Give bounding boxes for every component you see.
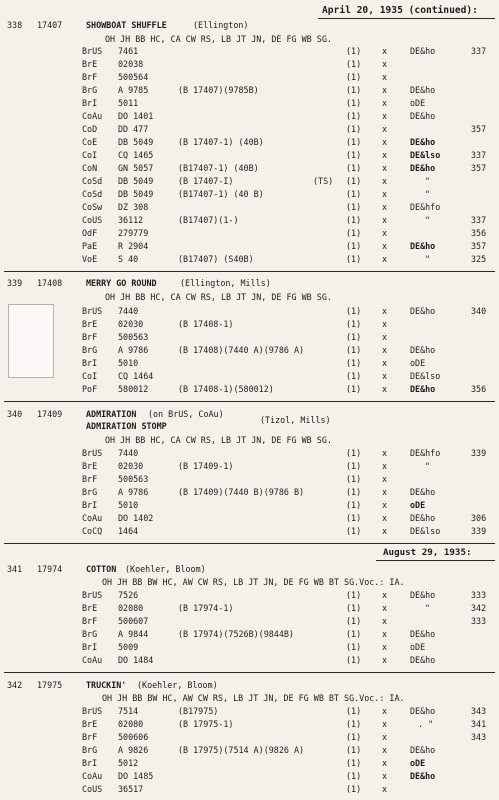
issue-notes: " xyxy=(425,461,431,471)
issue-mark: x xyxy=(382,384,388,394)
issue-sides: (1) xyxy=(346,163,362,173)
issue-notes: " xyxy=(425,189,431,199)
issue-sides: (1) xyxy=(346,358,362,368)
issue-catalog: 500564 xyxy=(118,72,149,82)
session-339-title: MERRY GO ROUND xyxy=(86,278,157,288)
issue-mark: x xyxy=(382,655,388,665)
issue-mark: x xyxy=(382,371,388,381)
issue-ref: 337 xyxy=(471,215,487,225)
issue-mark: x xyxy=(382,241,388,251)
issue-mark: x xyxy=(382,332,388,342)
issue-sides: (1) xyxy=(346,487,362,497)
issue-sides: (1) xyxy=(346,706,362,716)
session-342-title: TRUCKIN' xyxy=(86,680,127,690)
issue-mark: x xyxy=(382,124,388,134)
issue-mark: x xyxy=(382,150,388,160)
issue-label: VoE xyxy=(82,254,98,264)
issue-catalog: 02030 xyxy=(118,461,144,471)
issue-label: CoAu xyxy=(82,513,103,523)
issue-catalog: GN 5057 xyxy=(118,163,154,173)
issue-label: BrG xyxy=(82,629,98,639)
issue-sides: (1) xyxy=(346,228,362,238)
issue-ref: 357 xyxy=(471,163,487,173)
issue-sides: (1) xyxy=(346,254,362,264)
issue-detail: (B 17409-1) xyxy=(178,461,234,471)
issue-ref: 333 xyxy=(471,590,487,600)
issue-catalog: 1464 xyxy=(118,526,139,536)
issue-ref: 339 xyxy=(471,526,487,536)
issue-catalog: 580012 xyxy=(118,384,149,394)
session-340-title-note: (on BrUS, CoAu) xyxy=(148,409,224,419)
issue-catalog: 02080 xyxy=(118,719,144,729)
issue-label: BrG xyxy=(82,85,98,95)
issue-sides: (1) xyxy=(346,215,362,225)
issue-mark: x xyxy=(382,228,388,238)
session-342-matrix: 17975 xyxy=(37,680,63,690)
issue-label: BrE xyxy=(82,603,98,613)
issue-mark: x xyxy=(382,163,388,173)
issue-notes: DE&ho xyxy=(410,163,436,173)
issue-catalog: DB 5049 xyxy=(118,137,154,147)
issue-label: BrI xyxy=(82,358,98,368)
issue-sides: (1) xyxy=(346,784,362,794)
issue-mark: x xyxy=(382,603,388,613)
issue-label: BrUS xyxy=(82,306,103,316)
issue-sides: (1) xyxy=(346,719,362,729)
issue-catalog: 7526 xyxy=(118,590,139,600)
issue-ref: 341 xyxy=(471,719,487,729)
issue-mark: x xyxy=(382,202,388,212)
issue-label: BrG xyxy=(82,487,98,497)
issue-detail: (B 17409)(7440 B)(9786 B) xyxy=(178,487,305,497)
issue-mark: x xyxy=(382,176,388,186)
issue-mark: x xyxy=(382,254,388,264)
issue-mark: x xyxy=(382,642,388,652)
issue-sides: (1) xyxy=(346,616,362,626)
issue-label: BrI xyxy=(82,758,98,768)
issue-catalog: R 2904 xyxy=(118,241,149,251)
session-341-matrix: 17974 xyxy=(37,564,63,574)
issue-sides: (1) xyxy=(346,474,362,484)
issue-label: CoCQ xyxy=(82,526,103,536)
issue-label: CoN xyxy=(82,163,98,173)
issue-detail: (B 17408)(7440 A)(9786 A) xyxy=(178,345,305,355)
issue-detail: (B 17407-1) (40B) xyxy=(178,137,264,147)
issue-detail: (B 17974-1) xyxy=(178,603,234,613)
issue-mark: x xyxy=(382,526,388,536)
issue-notes: DE&ho xyxy=(410,241,436,251)
issue-detail: (B 17407-I) xyxy=(178,176,234,186)
issue-catalog: DO 1485 xyxy=(118,771,154,781)
issue-label: BrF xyxy=(82,474,98,484)
issue-label: PoF xyxy=(82,384,98,394)
issue-ref: 356 xyxy=(471,228,487,238)
session-339-matrix: 17408 xyxy=(37,278,63,288)
issue-label: CoUS xyxy=(82,215,103,225)
issue-sides: (1) xyxy=(346,319,362,329)
issue-label: BrUS xyxy=(82,46,103,56)
issue-catalog: 5011 xyxy=(118,98,139,108)
issue-sides: (1) xyxy=(346,306,362,316)
issue-catalog: 500563 xyxy=(118,332,149,342)
issue-catalog: DZ 308 xyxy=(118,202,149,212)
issue-notes: . " xyxy=(418,719,434,729)
issue-label: OdF xyxy=(82,228,98,238)
issue-catalog: DB 5049 xyxy=(118,176,154,186)
issue-ref: 357 xyxy=(471,124,487,134)
issue-mark: x xyxy=(382,629,388,639)
issue-label: CoAu xyxy=(82,111,103,121)
issue-mark: x xyxy=(382,215,388,225)
issue-sides: (1) xyxy=(346,771,362,781)
issue-label: BrI xyxy=(82,98,98,108)
issue-mark: x xyxy=(382,771,388,781)
session-342-composer: (Koehler, Bloom) xyxy=(137,680,218,690)
issue-mark: x xyxy=(382,98,388,108)
issue-ref: 339 xyxy=(471,448,487,458)
issue-mark: x xyxy=(382,319,388,329)
issue-sides: (1) xyxy=(346,526,362,536)
issue-catalog: 7461 xyxy=(118,46,139,56)
issue-catalog: 5009 xyxy=(118,642,139,652)
issue-ref: 333 xyxy=(471,616,487,626)
issue-sides: (1) xyxy=(346,655,362,665)
issue-sides: (1) xyxy=(346,332,362,342)
issue-mark: x xyxy=(382,461,388,471)
issue-label: CoAu xyxy=(82,655,103,665)
issue-ref: 343 xyxy=(471,706,487,716)
issue-catalog: 7514 xyxy=(118,706,139,716)
issue-notes: DE&ho xyxy=(410,513,436,523)
session-338-matrix: 17407 xyxy=(37,20,63,30)
issue-catalog: DB 5049 xyxy=(118,189,154,199)
issue-notes: DE&ho xyxy=(410,706,436,716)
issue-detail: (B17407)(1-) xyxy=(178,215,239,225)
issue-sides: (1) xyxy=(346,603,362,613)
issue-notes: oDE xyxy=(410,642,426,652)
header-rule xyxy=(318,18,495,19)
session-339-composer: (Ellington, Mills) xyxy=(180,278,271,288)
session-342-number: 342 xyxy=(7,680,23,690)
session-341-codes: OH JH BB BW HC, AW CW RS, LB JT JN, DE FG WB BT SG.Voc.: IA. xyxy=(102,577,405,587)
issue-notes: DE&ho xyxy=(410,745,436,755)
issue-notes: DE&ho xyxy=(410,345,436,355)
blank-box xyxy=(8,304,54,378)
issue-catalog: 7440 xyxy=(118,448,139,458)
issue-catalog: 7440 xyxy=(118,306,139,316)
issue-notes: DE&hfo xyxy=(410,202,441,212)
issue-label: BrUS xyxy=(82,706,103,716)
session-340-alt-title: ADMIRATION STOMP xyxy=(86,421,167,431)
issue-notes: oDE xyxy=(410,758,426,768)
issue-notes: " xyxy=(425,603,431,613)
issue-ref: 325 xyxy=(471,254,487,264)
issue-catalog: A 9826 xyxy=(118,745,149,755)
issue-detail: (B 17975)(7514 A)(9826 A) xyxy=(178,745,305,755)
issue-sides: (1) xyxy=(346,371,362,381)
section-rule xyxy=(4,672,495,673)
date-rule xyxy=(376,560,495,561)
issue-sides: (1) xyxy=(346,124,362,134)
issue-mark: x xyxy=(382,706,388,716)
issue-label: BrI xyxy=(82,500,98,510)
session-338-composer: (Ellington) xyxy=(193,20,249,30)
issue-sides: (1) xyxy=(346,732,362,742)
issue-notes: oDE xyxy=(410,358,426,368)
issue-catalog: A 9785 xyxy=(118,85,149,95)
issue-detail: (B17407-1) (40 B) xyxy=(178,189,264,199)
issue-sides: (1) xyxy=(346,137,362,147)
issue-notes: DE&lso xyxy=(410,371,441,381)
issue-notes: DE&ho xyxy=(410,629,436,639)
issue-label: BrF xyxy=(82,332,98,342)
issue-catalog: DO 1401 xyxy=(118,111,154,121)
issue-label: CoSd xyxy=(82,189,103,199)
issue-ref: 343 xyxy=(471,732,487,742)
issue-catalog: DO 1402 xyxy=(118,513,154,523)
issue-mark: x xyxy=(382,345,388,355)
session-341-number: 341 xyxy=(7,564,23,574)
issue-sides: (1) xyxy=(346,500,362,510)
issue-sides: (1) xyxy=(346,758,362,768)
issue-detail: (B17407) (S40B) xyxy=(178,254,254,264)
issue-mark: x xyxy=(382,111,388,121)
issue-label: BrE xyxy=(82,719,98,729)
issue-notes: DE&ho xyxy=(410,384,436,394)
issue-sides: (1) xyxy=(346,189,362,199)
issue-label: BrUS xyxy=(82,590,103,600)
issue-mark: x xyxy=(382,189,388,199)
issue-ref: 340 xyxy=(471,306,487,316)
issue-catalog: S 40 xyxy=(118,254,139,264)
issue-mark: x xyxy=(382,85,388,95)
issue-notes: DE&ho xyxy=(410,85,436,95)
issue-mark: x xyxy=(382,59,388,69)
issue-sides: (1) xyxy=(346,46,362,56)
section-rule xyxy=(4,401,495,402)
issue-notes: DE&hfo xyxy=(410,448,441,458)
issue-catalog: 5010 xyxy=(118,500,139,510)
session-340-composer: (Tizol, Mills) xyxy=(260,415,331,425)
issue-notes: oDE xyxy=(410,500,426,510)
issue-label: BrG xyxy=(82,345,98,355)
issue-label: CoD xyxy=(82,124,98,134)
issue-sides: (1) xyxy=(346,202,362,212)
issue-label: CoAu xyxy=(82,771,103,781)
issue-sides: (1) xyxy=(346,111,362,121)
issue-mark: x xyxy=(382,474,388,484)
issue-label: BrI xyxy=(82,642,98,652)
session-340-title: ADMIRATION xyxy=(86,409,137,419)
issue-notes: " xyxy=(425,215,431,225)
issue-mark: x xyxy=(382,719,388,729)
issue-notes: DE&lso xyxy=(410,150,441,160)
issue-label: CoSw xyxy=(82,202,103,212)
issue-sides: (1) xyxy=(346,345,362,355)
issue-catalog: CQ 1465 xyxy=(118,150,154,160)
issue-mark: x xyxy=(382,616,388,626)
issue-notes: DE&ho xyxy=(410,590,436,600)
issue-catalog: 279779 xyxy=(118,228,149,238)
issue-catalog: 500607 xyxy=(118,616,149,626)
issue-label: BrG xyxy=(82,745,98,755)
session-338-number: 338 xyxy=(7,20,23,30)
issue-label: CoE xyxy=(82,137,98,147)
issue-catalog: DO 1484 xyxy=(118,655,154,665)
issue-label: CoI xyxy=(82,150,98,160)
session-341-title: COTTON xyxy=(86,564,117,574)
issue-ref: 342 xyxy=(471,603,487,613)
issue-detail: (B17975) xyxy=(178,706,219,716)
issue-notes: DE&ho xyxy=(410,137,436,147)
issue-mark: x xyxy=(382,358,388,368)
session-341-composer: (Koehler, Bloom) xyxy=(125,564,206,574)
issue-catalog: 02038 xyxy=(118,59,144,69)
session-340-matrix: 17409 xyxy=(37,409,63,419)
issue-ref: 357 xyxy=(471,241,487,251)
issue-mark: x xyxy=(382,306,388,316)
issue-catalog: 500606 xyxy=(118,732,149,742)
issue-notes: " xyxy=(425,254,431,264)
issue-ref: 337 xyxy=(471,46,487,56)
issue-catalog: 36112 xyxy=(118,215,144,225)
issue-sides: (1) xyxy=(346,384,362,394)
issue-mark: x xyxy=(382,448,388,458)
issue-mark: x xyxy=(382,513,388,523)
issue-notes: DE&ho xyxy=(410,655,436,665)
issue-mark: x xyxy=(382,745,388,755)
issue-notes: " xyxy=(425,176,431,186)
session-338-title: SHOWBOAT SHUFFLE xyxy=(86,20,167,30)
issue-sides: (1) xyxy=(346,85,362,95)
issue-label: BrF xyxy=(82,732,98,742)
issue-mark: x xyxy=(382,758,388,768)
issue-notes: oDE xyxy=(410,98,426,108)
session-342-codes: OH JH BB BW HC, AW CW RS, LB JT JN, DE FG WB BT SG.Voc.: IA. xyxy=(102,693,405,703)
issue-sides: (1) xyxy=(346,513,362,523)
issue-sides: (1) xyxy=(346,461,362,471)
issue-sides: (1) xyxy=(346,629,362,639)
issue-mark: x xyxy=(382,590,388,600)
issue-mark: x xyxy=(382,500,388,510)
issue-catalog: CQ 1464 xyxy=(118,371,154,381)
issue-label: CoUS xyxy=(82,784,103,794)
issue-extra: (TS) xyxy=(313,176,334,186)
issue-detail: (B 17975-1) xyxy=(178,719,234,729)
session-338-codes: OH JH BB HC, CA CW RS, LB JT JN, DE FG WB SG. xyxy=(105,34,332,44)
issue-sides: (1) xyxy=(346,176,362,186)
issue-catalog: A 9786 xyxy=(118,345,149,355)
issue-catalog: 36517 xyxy=(118,784,144,794)
issue-label: BrF xyxy=(82,616,98,626)
session-340-number: 340 xyxy=(7,409,23,419)
session-339-codes: OH JH BB HC, CA CW RS, LB JT JN, DE FG WB SG. xyxy=(105,292,332,302)
issue-mark: x xyxy=(382,46,388,56)
issue-sides: (1) xyxy=(346,590,362,600)
issue-ref: 306 xyxy=(471,513,487,523)
header-date: April 20, 1935 (continued): xyxy=(322,5,478,16)
issue-detail: (B 17408-1) xyxy=(178,319,234,329)
issue-label: BrUS xyxy=(82,448,103,458)
section-rule xyxy=(4,543,495,544)
session-339-number: 339 xyxy=(7,278,23,288)
section-rule xyxy=(4,271,495,272)
issue-sides: (1) xyxy=(346,241,362,251)
issue-mark: x xyxy=(382,72,388,82)
issue-catalog: 5012 xyxy=(118,758,139,768)
issue-catalog: A 9844 xyxy=(118,629,149,639)
issue-catalog: 5010 xyxy=(118,358,139,368)
session-340-codes: OH JH BB HC, CA CW RS, LB JT JN, DE FG WB SG. xyxy=(105,435,332,445)
issue-label: BrE xyxy=(82,461,98,471)
issue-sides: (1) xyxy=(346,745,362,755)
issue-mark: x xyxy=(382,137,388,147)
issue-ref: 356 xyxy=(471,384,487,394)
issue-notes: DE&ho xyxy=(410,487,436,497)
issue-sides: (1) xyxy=(346,72,362,82)
issue-sides: (1) xyxy=(346,98,362,108)
issue-catalog: DD 477 xyxy=(118,124,149,134)
issue-detail: (B 17408-1)(580012) xyxy=(178,384,274,394)
issue-sides: (1) xyxy=(346,59,362,69)
issue-notes: DE&ho xyxy=(410,111,436,121)
issue-notes: DE&ho xyxy=(410,771,436,781)
issue-catalog: A 9786 xyxy=(118,487,149,497)
issue-catalog: 02080 xyxy=(118,603,144,613)
issue-sides: (1) xyxy=(346,642,362,652)
issue-label: PaE xyxy=(82,241,98,251)
issue-mark: x xyxy=(382,784,388,794)
issue-label: BrF xyxy=(82,72,98,82)
issue-catalog: 500563 xyxy=(118,474,149,484)
issue-label: CoSd xyxy=(82,176,103,186)
issue-catalog: 02030 xyxy=(118,319,144,329)
session-341-date: August 29, 1935: xyxy=(383,547,472,558)
issue-detail: (B 17407)(9785B) xyxy=(178,85,259,95)
issue-label: BrE xyxy=(82,59,98,69)
issue-detail: (B 17974)(7526B)(9844B) xyxy=(178,629,294,639)
issue-ref: 337 xyxy=(471,150,487,160)
issue-sides: (1) xyxy=(346,448,362,458)
issue-sides: (1) xyxy=(346,150,362,160)
issue-notes: DE&lso xyxy=(410,526,441,536)
issue-label: CoI xyxy=(82,371,98,381)
issue-notes: DE&ho xyxy=(410,46,436,56)
issue-mark: x xyxy=(382,732,388,742)
issue-mark: x xyxy=(382,487,388,497)
issue-label: BrE xyxy=(82,319,98,329)
issue-notes: DE&ho xyxy=(410,306,436,316)
issue-detail: (B17407-1) (40B) xyxy=(178,163,259,173)
